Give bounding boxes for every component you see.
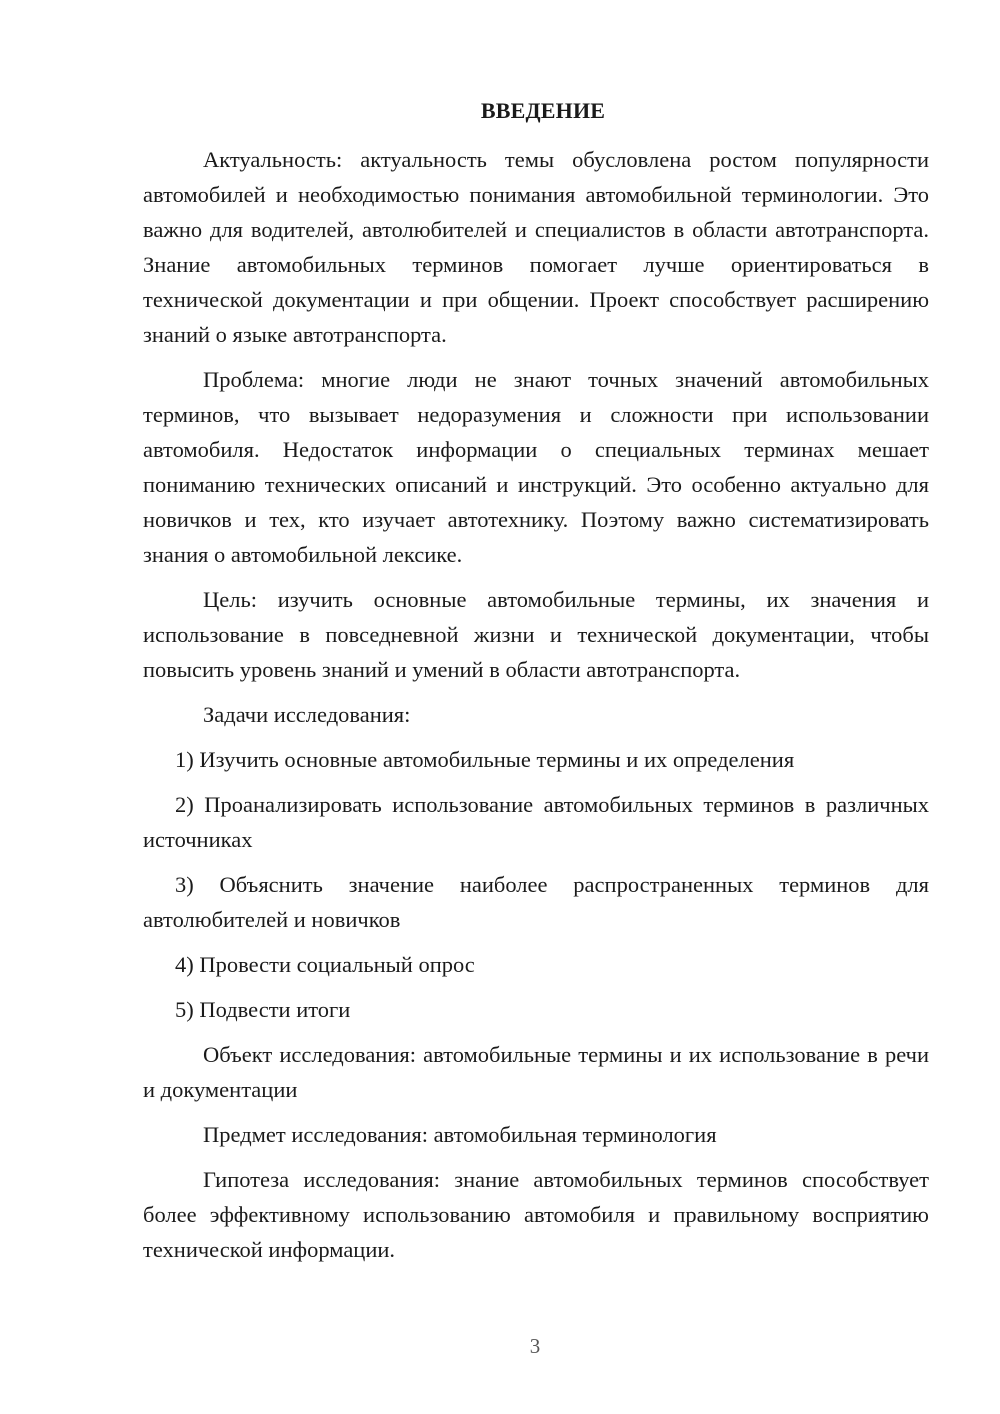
task-item: 2) Проанализировать использование автомобильных терминов в различных источниках <box>143 792 929 852</box>
paragraph-hypothesis: Гипотеза исследования: знание автомобильных терминов способствует более эффективному использованию автомобиля и правильному восприятию технической информации. <box>143 1167 929 1262</box>
task-item: 3) Объяснить значение наиболее распространенных терминов для автолюбителей и новичков <box>143 872 929 932</box>
paragraph-subject: Предмет исследования: автомобильная терминология <box>203 1122 717 1147</box>
task-item: 1) Изучить основные автомобильные термины и их определения <box>175 747 795 772</box>
task-item: 5) Подвести итоги <box>175 997 351 1022</box>
page-number: 3 <box>529 1334 541 1358</box>
page-content <box>143 96 929 1277</box>
page-title: ВВЕДЕНИЕ <box>480 98 606 123</box>
tasks-heading: Задачи исследования: <box>203 702 411 727</box>
paragraph-goal: Цель: изучить основные автомобильные термины, их значения и использование в повседневной жизни и технической документации, чтобы повысить уровень знаний и умений в области автотранспорта. <box>143 587 929 682</box>
paragraph-problem: Проблема: многие люди не знают точных значений автомобильных терминов, что вызывает недоразумения и сложности при использовании автомобиля. Недостаток информации о специальных терминах мешает пониманию технических описаний и инструкций. Это особенно актуально для новичков и тех, кто изучает автотехнику. Поэтому важно систематизировать знания о автомобильной лексике. <box>143 367 929 567</box>
task-item: 4) Провести социальный опрос <box>175 952 475 977</box>
paragraph-object: Объект исследования: автомобильные термины и их использование в речи и документации <box>143 1042 929 1102</box>
paragraph-relevance: Актуальность: актуальность темы обусловлена ростом популярности автомобилей и необходимостью понимания автомобильной терминологии. Это важно для водителей, автолюбителей и специалистов в области автотранспорта. Знание автомобильных терминов помогает лучше ориентироваться в технической документации и при общении. Проект способствует расширению знаний о языке автотранспорта. <box>143 147 929 347</box>
